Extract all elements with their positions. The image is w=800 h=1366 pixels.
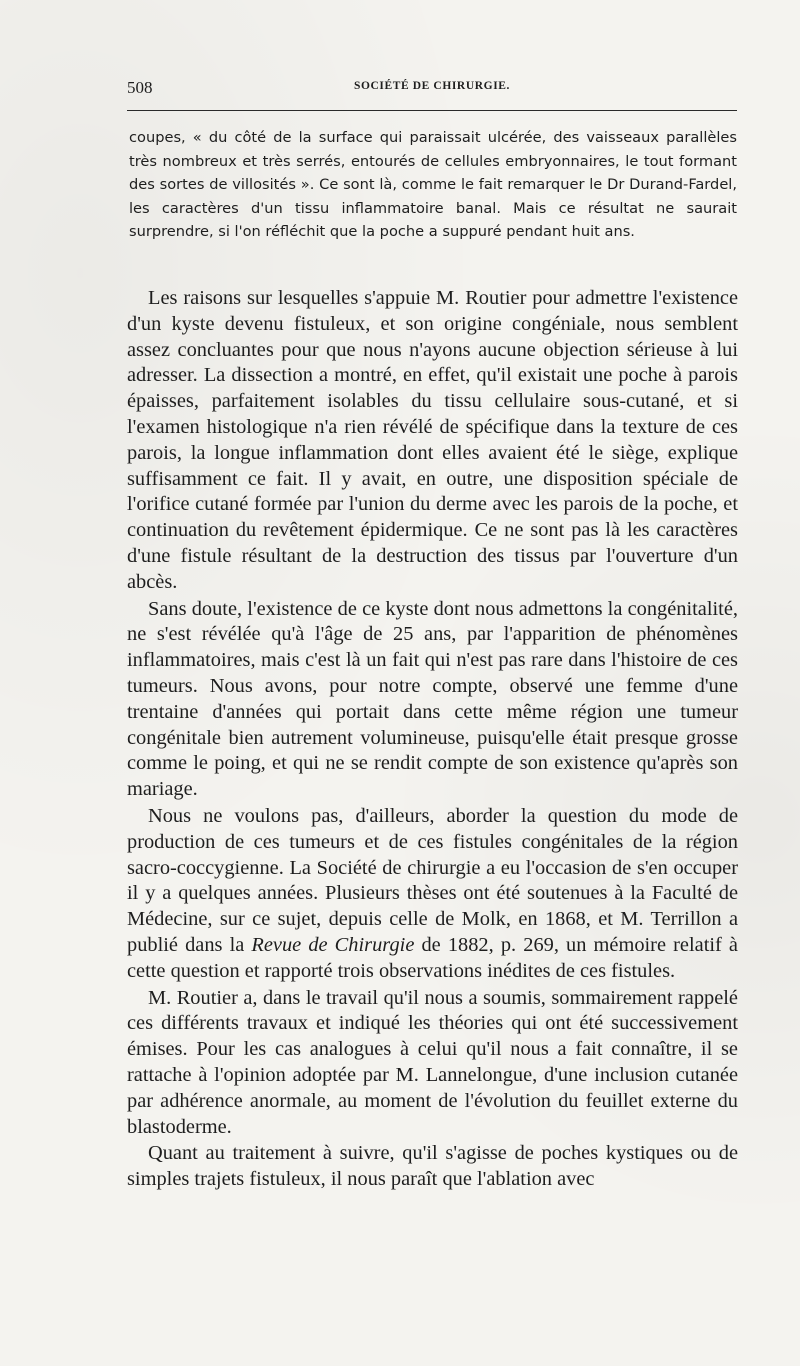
paragraph-3-start: Nous ne voulons pas, d'ailleurs, aborder la question du mode de production de ces tumeurs et de ces fistules congénitales de la région sacro-coccygienne. La Société de chirurgie a eu l'occasion de s'en occuper il y a quelques années. Plusieurs thèses ont été soutenues à la Faculté de Médecine, sur ce sujet, depuis celle de Molk, en 1868, et M. Terrillon a publié dans la (127, 804, 738, 956)
main-text (127, 286, 738, 1194)
paragraph-4: M. Routier a, dans le travail qu'il nous a soumis, sommairement rappelé ces différents travaux et indiqué les théories qui ont été successivement émises. Pour les cas analogues à celui qu'il nous a fait connaître, il se rattache à l'opinion adoptée par M. Lannelongue, d'une inclusion cutanée par adhérence anormale, au moment de l'évolution du feuillet externe du blastoderme. (127, 986, 738, 1138)
page-number: 508 (127, 78, 153, 97)
small-print-paragraph (129, 126, 737, 244)
paragraph-2: Sans doute, l'existence de ce kyste dont nous admettons la congénitalité, ne s'est révélée qu'à l'âge de 25 ans, par l'apparition de phénomènes inflammatoires, mais c'est là un fait qui n'est pas rare dans l'histoire de ces tumeurs. Nous avons, pour notre compte, observé une femme d'une trentaine d'années qui portait dans cette même région une tumeur congénitale bien autrement volumineuse, puisqu'elle était presque grosse comme le poing, et qui ne se rendit compte de son existence qu'après son mariage. (127, 597, 738, 801)
paragraph-5: Quant au traitement à suivre, qu'il s'agisse de poches kystiques ou de simples trajets fistuleux, il nous paraît que l'ablation avec (127, 1142, 738, 1191)
running-title: SOCIÉTÉ DE CHIRURGIE. (353, 80, 511, 92)
paragraph-3-end: de 1882, p. 269, un mémoire relatif à cette question et rapporté trois observations inédites de ces fistules. (127, 933, 738, 982)
note-text: coupes, « du côté de la surface qui paraissait ulcérée, des vaisseaux parallèles très nombreux et très serrés, entourés de cellules embryonnaires, le tout formant des sortes de villosités ». Ce sont là, comme le fait remarquer le Dr Durand-Fardel, les caractères d'un tissu inflammatoire banal. Mais ce résultat ne saurait surprendre, si l'on réfléchit que la poche a suppuré pendant huit ans. (129, 129, 737, 240)
journal-title: Revue de Chirurgie (251, 933, 415, 956)
header-rule (127, 110, 737, 111)
paragraph-3 (127, 804, 738, 985)
paragraph-1: Les raisons sur lesquelles s'appuie M. Routier pour admettre l'existence d'un kyste devenu fistuleux, et son origine congéniale, nous semblent assez concluantes pour que nous n'ayons aucune objection sérieuse à lui adresser. La dissection a montré, en effet, qu'il existait une poche à parois épaisses, parfaitement isolables du tissu cellulaire sous-cutané, et si l'examen histologique n'a rien révélé de spécifique dans la texture de ces parois, la longue inflammation dont elles avaient été le siège, explique suffisamment ce fait. Il y avait, en outre, une disposition spéciale de l'orifice cutané formée par l'union du derme avec les parois de la poche, et continuation du revêtement épidermique. Ce ne sont pas là les caractères d'une fistule résultant de la destruction des tissus par l'ouverture d'un abcès. (127, 287, 738, 593)
page-header (127, 78, 737, 100)
